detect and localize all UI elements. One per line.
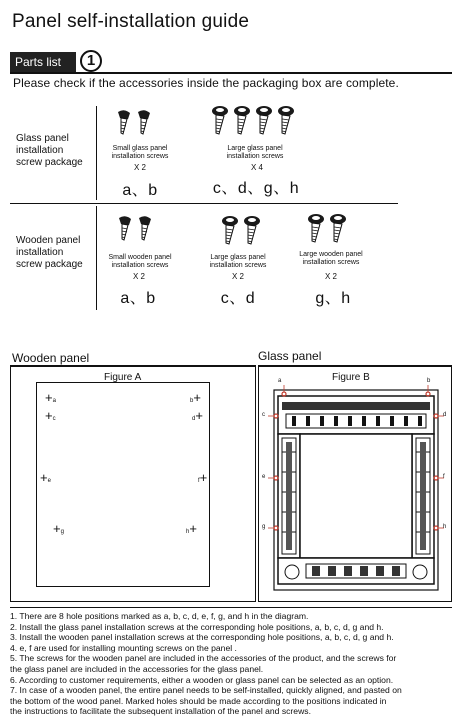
glass-panel-title: Glass panel [258,349,322,363]
large-wood-screw-qty: X 2 [324,272,337,281]
header-rule [10,72,452,74]
large-glass-screw-caption [210,145,300,161]
large-glass-screw-qty: X 4 [250,163,263,172]
note-item: the instructions to facilitate the subsequent installation of the panel and screws. [10,706,311,717]
large-glass-screw-icon-2 [220,212,270,250]
large-glass-screw-qty-2: X 2 [231,272,244,281]
note-item: 1. There are 8 hole positions marked as a, b, c, d, e, f, g, and h in the diagram. [10,611,309,621]
wood-label-line-1: Wooden panel [16,235,81,246]
hole-label: c [52,416,56,422]
hole-a-marker: +a [45,390,56,405]
small-wood-screw-qty: X 2 [132,272,145,281]
wood-label-line-3: screw package [16,259,83,270]
caption-line: installation screws [302,259,360,266]
glass-hole-g-label: g [262,524,266,530]
glass-hole-h-label: h [443,524,447,530]
note-item: the glass panel are included in the accessories for the glass panel. [10,663,264,674]
small-glass-screw-qty: X 2 [133,163,146,172]
small-glass-screw-icon [114,108,164,142]
caption-line: installation screws [209,262,267,269]
hole-d-marker: d+ [192,408,203,423]
caption-line: Small wooden panel [108,254,172,261]
hole-g-marker: +g [53,521,64,536]
hole-label: f [198,478,200,484]
large-glass-screw-holes: c、d、g、h [212,180,300,197]
note-item: 4. e, f are used for installing mounting screws on the panel . [10,642,237,653]
notes-list [10,611,456,717]
large-wood-screw-holes: g、h [315,290,351,307]
glass-hole-e-label: e [262,474,266,480]
glass-hole-f-label: f [443,474,445,480]
wooden-panel-outline [36,382,210,587]
notes-rule [10,607,452,608]
glass-label-line-1: Glass panel [16,133,69,144]
group-separator [10,203,398,204]
small-wood-screw-icon [115,214,165,250]
small-wood-screw-holes: a、b [120,290,156,307]
large-glass-screw-icon [210,104,310,142]
hole-label: d [192,416,196,422]
figure-a-label: Figure A [104,372,142,383]
glass-label-line-3: screw package [16,157,83,168]
wood-label-line-2: installation [16,247,64,258]
hole-label: h [186,529,190,535]
hole-h-marker: h+ [186,521,197,536]
caption-line: Large wooden panel [299,251,363,258]
small-glass-screw-caption [100,145,180,161]
note-item: the bottom of the wood panel. Marked holes should be made according to the positions indicated in [10,695,387,706]
large-glass-screw-caption-2 [196,254,280,270]
hole-label: a [52,398,56,404]
note-item: 3. Install the wooden panel installation screws at the corresponding hole positions, a, b, c, d, g and h. [10,632,394,643]
caption-line: installation screws [111,153,169,160]
caption-line: installation screws [111,262,169,269]
glass-hole-a-label: a [278,378,282,384]
page-title: Panel self-installation guide [12,11,250,32]
caption-line: installation screws [226,153,284,160]
note-item: 6. According to customer requirements, either a wooden or glass panel can be selected as an option. [10,674,394,685]
caption-line: Large glass panel [227,145,283,152]
glass-screw-package-label [16,133,83,169]
caption-line: Small glass panel [112,145,168,152]
large-wood-screw-caption [288,251,374,267]
large-wood-screw-icon [306,212,356,248]
large-glass-screw-holes-2: c、d [220,290,256,307]
hole-b-marker: b+ [190,390,201,405]
figure-b-label: Figure B [332,372,370,383]
wooden-panel-title: Wooden panel [12,351,90,365]
glass-label-line-2: installation [16,145,64,156]
parts-list-badge: Parts list [10,52,76,72]
glass-hole-d-label: d [443,412,447,418]
hole-f-marker: f+ [198,470,208,485]
hole-c-marker: +c [45,408,56,423]
glass-group-divider [96,106,97,200]
hole-label: g [60,529,64,535]
wood-group-divider [96,206,97,310]
wood-screw-package-label [16,235,83,271]
caption-line: Large glass panel [210,254,266,261]
glass-panel-drawing [262,382,448,594]
hole-label: b [190,398,194,404]
note-item: 7. In case of a wooden panel, the entire panel needs to be self-installed, quickly aligned, and pasted on [10,685,402,696]
step-number-badge: 1 [80,50,102,72]
glass-hole-b-label: b [427,378,431,384]
note-item: 5. The screws for the wooden panel are included in the accessories of the product, and the screws for [10,653,397,664]
small-glass-screw-holes: a、b [122,182,158,199]
glass-hole-c-label: c [262,412,265,418]
note-item: 2. Install the glass panel installation screws at the corresponding hole positions, a, b, c, d, g and h. [10,621,384,632]
small-wood-screw-caption [98,254,182,270]
hole-label: e [47,478,51,484]
hole-e-marker: +e [40,470,51,485]
check-instruction: Please check if the accessories inside the packaging box are complete. [13,76,399,90]
